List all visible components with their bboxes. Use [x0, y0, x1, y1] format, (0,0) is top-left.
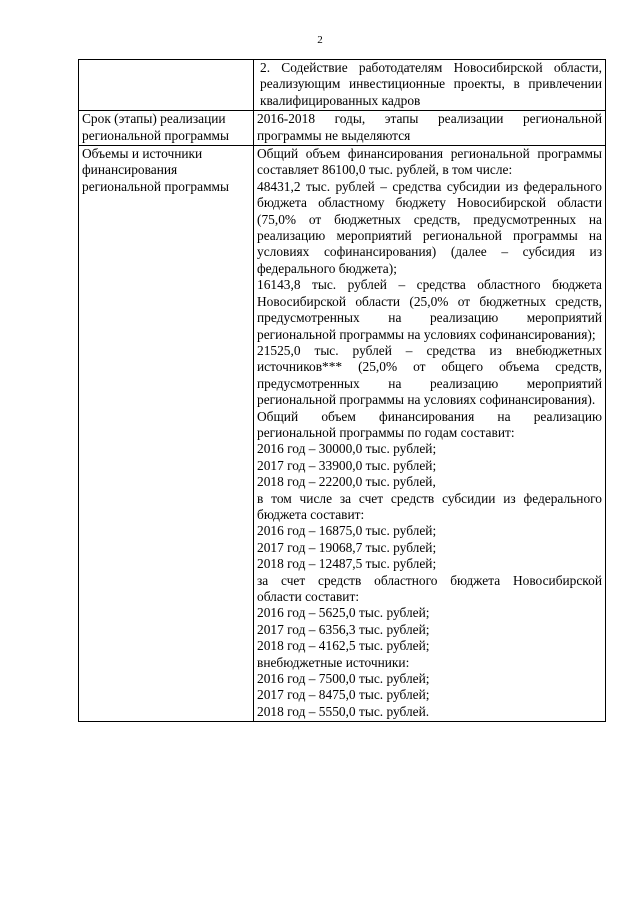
table-row — [79, 111, 606, 146]
value-paragraph: 2016 год – 30000,0 тыс. рублей; — [257, 441, 437, 457]
value-paragraph: 2017 год – 8475,0 тыс. рублей; — [257, 687, 430, 703]
table-row — [79, 60, 606, 111]
value-paragraph: 2016-2018 годы, этапы реализации региональной программы не выделяются — [257, 111, 602, 143]
value-paragraph: 2017 год – 33900,0 тыс. рублей; — [257, 457, 437, 473]
value-paragraph: 2018 год – 12487,5 тыс. рублей; — [257, 556, 437, 572]
value-paragraph: 2017 год – 6356,3 тыс. рублей; — [257, 621, 430, 637]
table-row — [79, 146, 606, 722]
value-paragraph: 2018 год – 4162,5 тыс. рублей; — [257, 638, 430, 654]
row-label — [79, 60, 254, 111]
row-label: Объемы и источники финансирования региональной программы — [79, 146, 254, 722]
value-paragraph: внебюджетные источники: — [257, 654, 410, 670]
value-paragraph: 2016 год – 5625,0 тыс. рублей; — [257, 605, 430, 621]
value-paragraph: в том числе за счет средств субсидии из федерального бюджета составит: — [257, 490, 602, 522]
row-value — [254, 60, 606, 111]
value-paragraph: 48431,2 тыс. рублей – средства субсидии из федерального бюджета областному бюджету Новосибирской области (75,0% от бюджетных средств, предусмотренных на реализацию мероприятий региональной программы на условиях софинансирования) (далее – субсидия из федерального бюджета); — [257, 178, 602, 276]
row-value — [254, 146, 606, 722]
value-paragraph: 2016 год – 7500,0 тыс. рублей; — [257, 671, 430, 687]
program-passport-table — [78, 59, 606, 722]
value-paragraph: 16143,8 тыс. рублей – средства областного бюджета Новосибирской области (25,0% от бюджетных средств, предусмотренных на реализацию мероприятий региональной программы на условиях софинансирования); — [257, 277, 602, 342]
page-number: 2 — [317, 34, 323, 46]
value-paragraph: 2016 год – 16875,0 тыс. рублей; — [257, 523, 437, 539]
value-paragraph: 2. Содействие работодателям Новосибирской области, реализующим инвестиционные проекты, в привлечении квалифицированных кадров — [260, 60, 602, 108]
value-paragraph: 21525,0 тыс. рублей – средства из внебюджетных источников*** (25,0% от общего объема средств, предусмотренных на реализацию мероприятий региональной программы на условиях софинансирования). — [257, 342, 602, 408]
value-paragraph: 2018 год – 22200,0 тыс. рублей, — [257, 474, 436, 490]
value-paragraph: 2018 год – 5550,0 тыс. рублей. — [257, 703, 430, 719]
row-label: Срок (этапы) реализации региональной программы — [79, 111, 254, 146]
value-paragraph: 2017 год – 19068,7 тыс. рублей; — [257, 539, 437, 555]
value-paragraph: за счет средств областного бюджета Новосибирской области составит: — [257, 572, 602, 604]
row-value — [254, 111, 606, 146]
value-paragraph: Общий объем финансирования региональной программы составляет 86100,0 тыс. рублей, в том числе: — [257, 146, 602, 178]
value-paragraph: Общий объем финансирования на реализацию региональной программы по годам составит: — [257, 408, 602, 440]
